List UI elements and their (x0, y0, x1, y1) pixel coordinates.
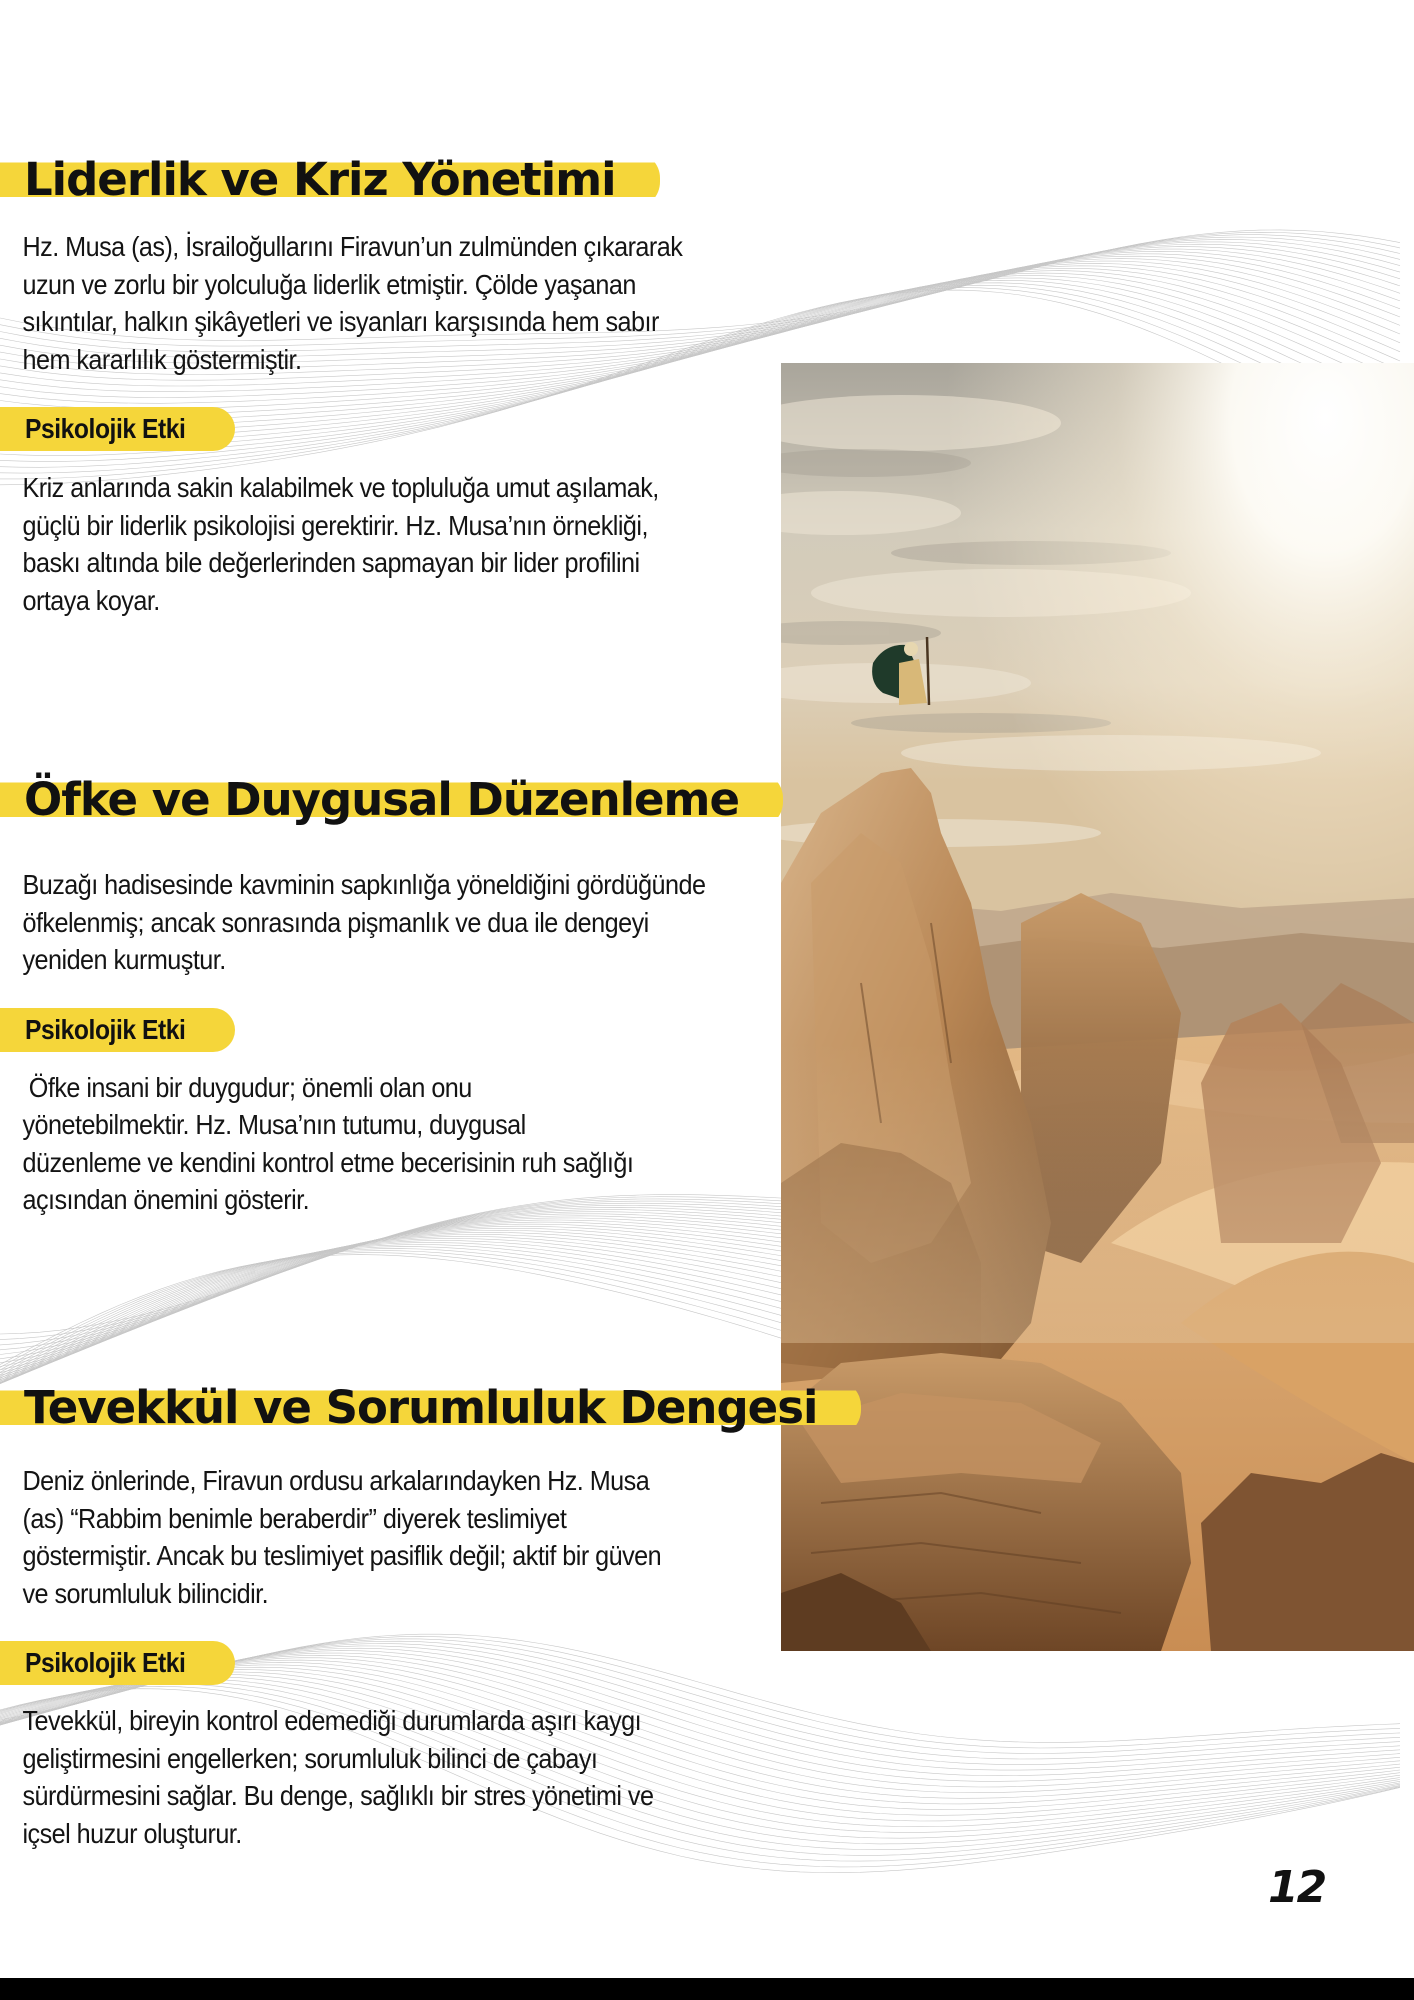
desert-cliff-photo (781, 363, 1414, 1651)
section-heading: Öfke ve Duygusal Düzenleme (0, 772, 783, 828)
section-anger-regulation (0, 772, 785, 1219)
section-body: Deniz önlerinde, Firavun ordusu arkalarındayken Hz. Musa (as) “Rabbim benimle beraberdir” diyerek teslimiyet göstermiştir. Ancak bu teslimiyet pasiflik değil; aktif bir güven ve sorumluluk bilincidir. (22, 1465, 662, 1609)
section-heading: Liderlik ve Kriz Yönetimi (0, 152, 660, 208)
effect-body: Kriz anlarında sakin kalabilmek ve topluluğa umut aşılamak, güçlü bir liderlik psikolojisi gerektirir. Hz. Musa’nın örnekliği, baskı altında bile değerlerinden sapmayan bir lider profilini ortaya koyar. (22, 472, 659, 616)
section-body: Hz. Musa (as), İsrailoğullarını Firavun’un zulmünden çıkararak uzun ve zorlu bir yolculuğa liderlik etmiştir. Çölde yaşanan sıkıntılar, halkın şikâyetleri ve isyanları karşısında hem sabır hem kararlılık göstermiştir. (22, 231, 683, 375)
psychological-effect-tag (0, 1641, 235, 1685)
page-number: 12 (1268, 1862, 1326, 1913)
tag-label: Psikolojik Etki (25, 1647, 186, 1678)
section-heading: Tevekkül ve Sorumluluk Dengesi (0, 1380, 861, 1436)
section-leadership (0, 152, 785, 619)
effect-body: Tevekkül, bireyin kontrol edemediği durumlarda aşırı kaygı geliştirmesini engellerken; sorumluluk bilinci de çabayı sürdürmesini sağlar. Bu denge, sağlıklı bir stres yönetimi ve içsel huzur oluşturur. (22, 1705, 654, 1849)
psychological-effect-tag (0, 407, 235, 451)
tag-label: Psikolojik Etki (25, 413, 186, 444)
tag-label: Psikolojik Etki (25, 1013, 186, 1045)
psychological-effect-tag (0, 1008, 235, 1052)
effect-body: Öfke insani bir duygudur; önemli olan onu yönetebilmektir. Hz. Musa’nın tutumu, duygusal düzenleme ve kendini kontrol etme becerisinin ruh sağlığı açısından önemini gösterir. (22, 1071, 634, 1215)
bottom-bar (0, 1978, 1414, 2000)
section-body: Buzağı hadisesinde kavminin sapkınlığa yöneldiğini gördüğünde öfkelenmiş; ancak sonrasında pişmanlık ve dua ile dengeyi yeniden kurmuştur. (22, 869, 706, 975)
section-trust-responsibility (0, 1380, 861, 1852)
